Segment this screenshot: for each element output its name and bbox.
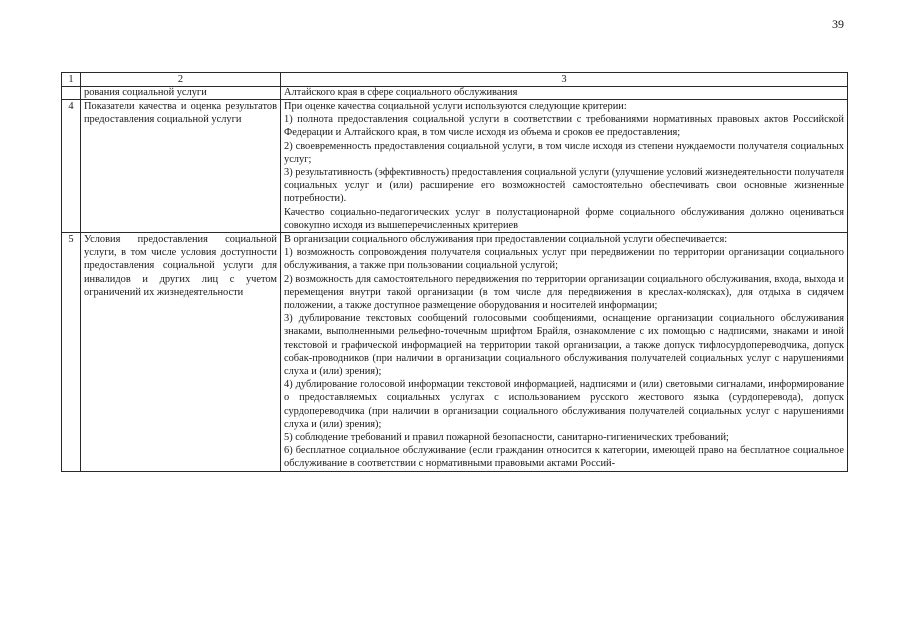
paragraph: 6) бесплатное социальное обслуживание (если гражданин относится к категории, имеющей право на бесплатное социальное обслуживание в соответствии с нормативными правовыми актами Россий-: [284, 445, 844, 470]
paragraph: При оценке качества социальной услуги используются следующие критерии:: [284, 101, 627, 112]
paragraph: 3) дублирование текстовых сообщений голосовыми сообщениями, оснащение организации социального обслуживания знаками, выполненными рельефно-точечным шрифтом Брайля, ознакомление с их помощью с надписями, знаками и иной текстовой и графической информацией на территории такой организации, а также допуск тифлосурдопереводчика, допуск собак-проводников (при наличии в организации социального обслуживания получателей социальных услуг с нарушениями слуха и (или) зрения);: [284, 313, 844, 378]
continuation-row: [62, 87, 848, 100]
paragraph: Качество социально-педагогических услуг в полустационарной форме социального обслуживания должно оцениваться совокупно исходя из вышеперечисленных критериев: [284, 206, 844, 231]
paragraph: 5) соблюдение требований и правил пожарной безопасности, санитарно-гигиенических требований;: [284, 432, 729, 444]
header-col-3: 3: [281, 73, 848, 87]
continuation-num: [62, 87, 81, 100]
paragraph: 2) возможность для самостоятельного передвижения по территории организации социального обслуживания, входа, выхода и перемещения внутри такой организации (в том числе для передвижения в креслах-колясках), для отдыха в сидячем положении, а также доступное размещение оборудования и носителей информации;: [284, 273, 844, 312]
paragraph: 1) возможность сопровождения получателя социальных услуг при передвижении по территории организации социального обслуживания, а также при пользовании социальной услугой;: [284, 247, 844, 272]
row-name: Условия предоставления социальной услуги, в том числе условия доступности предоставления социальной услуги для инвалидов и других лиц с учетом ограничений их жизнедеятельности: [81, 233, 281, 472]
paragraph: 1) полнота предоставления социальной услуги в соответствии с требованиями нормативных правовых актов Российской Федерации и Алтайского края, в том числе исходя из объема и сроков ее предоставления;: [284, 114, 844, 139]
table-row: [62, 100, 848, 233]
services-table: [61, 72, 848, 472]
row-description: [281, 100, 848, 233]
paragraph: 3) результативность (эффективность) предоставления социальной услуги (улучшение условий жизнедеятельности получателя социальных услуг и (или) расширение его возможностей самостоятельно обеспечивать свои основные жизненные потребности).: [284, 167, 844, 205]
continuation-desc: Алтайского края в сфере социального обслуживания: [281, 87, 848, 100]
paragraph: В организации социального обслуживания при предоставлении социальной услуги обеспечивается:: [284, 234, 728, 246]
table-header-row: [62, 73, 848, 87]
page-number: 39: [832, 17, 844, 31]
row-name: Показатели качества и оценка результатов предоставления социальной услуги: [81, 100, 281, 233]
table-row: [62, 233, 848, 472]
row-number: 5: [62, 233, 81, 472]
paragraph: 2) своевременность предоставления социальной услуги, в том числе исходя из степени нуждаемости получателя социальных услуг;: [284, 140, 844, 165]
header-col-2: 2: [81, 73, 281, 87]
header-col-1: 1: [62, 73, 81, 87]
paragraph: 4) дублирование голосовой информации текстовой информацией, надписями и (или) световыми сигналами, информирование о предоставляемых социальных услугах с использованием русского жестового языка (сурдоперевода), допуск сурдопереводчика (при наличии в организации социального обслуживания получателей социальных услуг с нарушениями слуха и (или) зрения);: [284, 379, 844, 430]
row-description: [281, 233, 848, 472]
continuation-name: рования социальной услуги: [81, 87, 281, 100]
row-number: 4: [62, 100, 81, 233]
